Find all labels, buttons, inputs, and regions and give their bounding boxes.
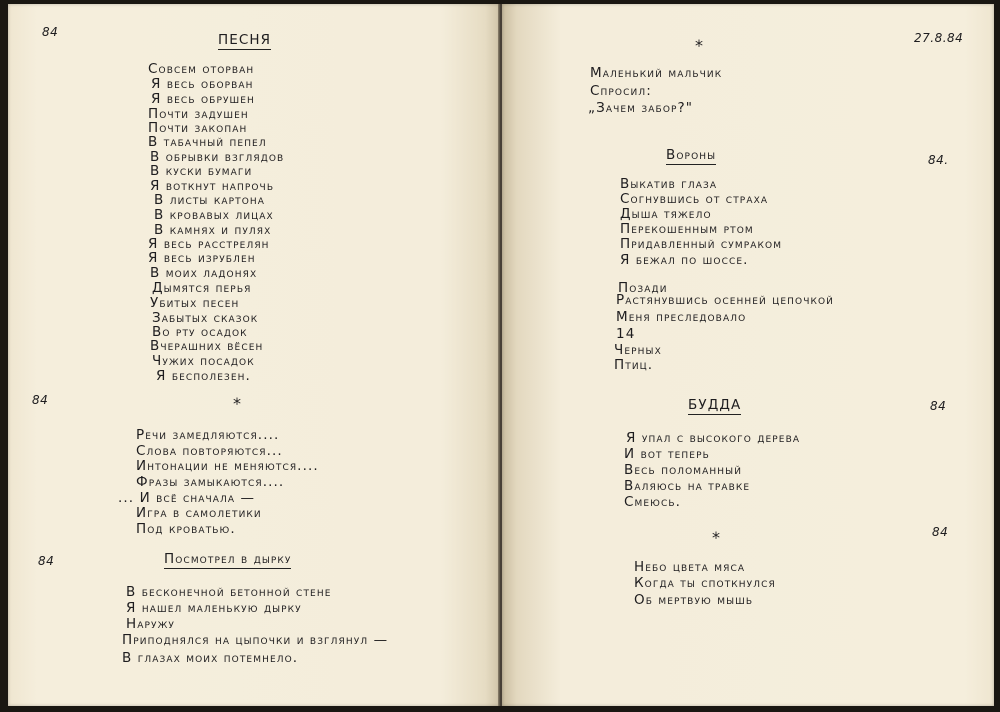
page-mark: 84 <box>32 393 49 407</box>
poem-line: В куски бумаги <box>150 163 253 179</box>
poem-line: Под кроватью. <box>136 521 236 537</box>
poem-asterisk: * <box>233 394 243 413</box>
poem-line: Я бесполезен. <box>156 368 251 384</box>
poem-line: Забытых сказок <box>152 310 259 326</box>
poem-line: Я весь изрублен <box>148 250 256 266</box>
poem-line: Фразы замыкаются.... <box>136 474 285 490</box>
poem-line: Смеюсь. <box>624 494 682 510</box>
poem-line: Чужих посадок <box>152 353 255 369</box>
poem-line: Птиц. <box>614 357 654 373</box>
page-mark-top: 84 <box>42 25 59 39</box>
poem-line: Я упал с высокого дерева <box>626 430 801 446</box>
poem-line: Во рту осадок <box>152 324 248 340</box>
open-notebook <box>4 4 996 706</box>
poem-line: В листы картона <box>154 192 266 208</box>
poem-line: Я нашел маленькую дырку <box>126 600 302 616</box>
poem-line: В моих ладонях <box>150 265 258 281</box>
poem-line: Согнувшись от страха <box>620 191 769 207</box>
poem-line: Интонации не меняются.... <box>136 458 319 474</box>
poem-line: Маленький мальчик <box>590 65 723 81</box>
poem-line: Убитых песен <box>150 295 240 311</box>
poem-asterisk: * <box>712 528 722 547</box>
poem-line: Позади <box>618 280 668 296</box>
poem-line: В глазах моих потемнело. <box>122 650 299 666</box>
poem-line: Придавленный сумраком <box>620 236 783 252</box>
poem-line: Выкатив глаза <box>620 176 718 192</box>
poem-line: Вчерашних вёсен <box>150 338 264 354</box>
poem-line: Растянувшись осенней цепочкой <box>616 292 834 308</box>
page-mark: 84 <box>930 399 947 413</box>
poem-line: И вот теперь <box>624 446 710 462</box>
poem-line: Дыша тяжело <box>620 206 712 222</box>
poem-line: 14 <box>616 326 636 342</box>
poem-line: Приподнялся на цыпочки и взглянул — <box>122 632 389 648</box>
poem-line: В кровавых лицах <box>154 207 274 223</box>
poem-asterisk: * <box>695 36 705 55</box>
poem-line: Спросил: <box>590 83 652 99</box>
poem-line: В табачный пепел <box>148 134 267 150</box>
poem-title-pesnya: ПЕСНЯ <box>218 32 272 48</box>
poem-line: Меня преследовало <box>616 309 747 325</box>
poem-line: Речи замедляются.... <box>136 427 280 443</box>
poem-line: Я весь расстрелян <box>148 236 270 252</box>
poem-line: Об мертвую мышь <box>634 592 754 608</box>
poem-line: Я бежал по шоссе. <box>620 252 749 268</box>
poem-line: В камнях и пулях <box>154 222 272 238</box>
poem-line: Перекошенным ртом <box>620 221 754 237</box>
poem-line: Почти закопан <box>148 120 248 136</box>
poem-line: Когда ты споткнулся <box>634 575 776 591</box>
poem-line: Почти задушен <box>148 106 249 122</box>
poem-line: Совсем оторван <box>148 61 255 77</box>
poem-title-budda: БУДДА <box>688 397 742 413</box>
poem-line: В бесконечной бетонной стене <box>126 584 332 600</box>
poem-line: Весь поломанный <box>624 462 743 478</box>
page-mark: 84. <box>928 153 949 167</box>
poem-line: Я воткнут напрочь <box>150 178 275 194</box>
poem-line: Черных <box>614 342 662 358</box>
poem-line: Я весь обрушен <box>151 91 255 107</box>
poem-line: Дымятся перья <box>152 280 252 296</box>
page-mark: 84 <box>932 525 949 539</box>
poem-line: В обрывки взглядов <box>150 149 285 165</box>
poem-line: ... И всё сначала — <box>118 490 256 506</box>
poem-line: Игра в самолетики <box>136 505 262 521</box>
left-page <box>8 4 500 706</box>
right-page <box>502 4 994 706</box>
poem-title-posmotrel: Посмотрел в дырку <box>164 551 292 567</box>
date-mark: 27.8.84 <box>914 31 964 45</box>
poem-line: Слова повторяются... <box>136 443 283 459</box>
poem-line: Наружу <box>126 616 175 632</box>
poem-line: Небо цвета мяса <box>634 559 746 575</box>
poem-line: Я весь оборван <box>151 76 254 92</box>
poem-line: „Зачем забор?" <box>588 100 694 116</box>
page-mark: 84 <box>38 554 55 568</box>
poem-line: Валяюсь на травке <box>624 478 751 494</box>
poem-title-vorony: Вороны <box>666 147 717 163</box>
